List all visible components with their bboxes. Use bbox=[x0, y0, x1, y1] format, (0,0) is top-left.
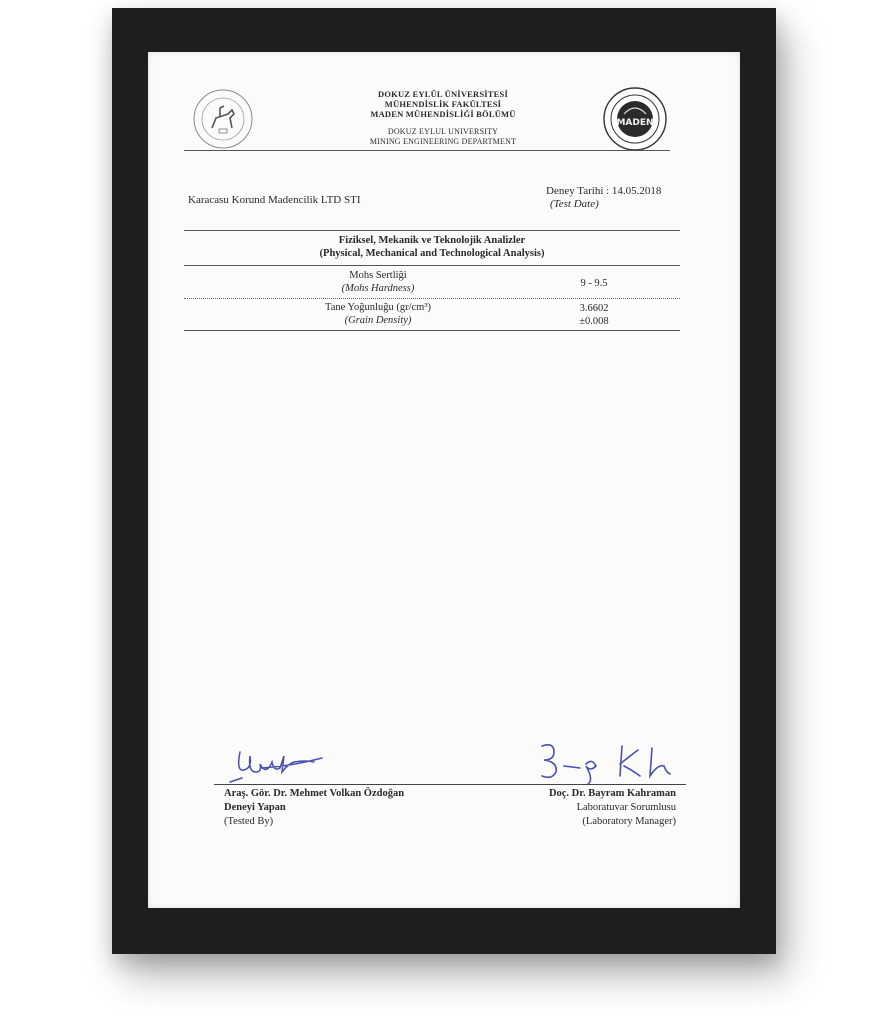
section-title-en: (Physical, Mechanical and Technological Analysis) bbox=[319, 248, 545, 259]
test-date-value: Deney Tarihi : 14.05.2018 bbox=[546, 185, 662, 197]
manager-role: Laboratuvar Sorumlusu bbox=[576, 802, 676, 813]
test-date-label-en: (Test Date) bbox=[550, 198, 599, 210]
table-row-value bbox=[558, 303, 630, 328]
row-label-tr: Tane Yoğunluğu (gr/cm³) bbox=[325, 302, 431, 313]
tester-role-en: (Tested By) bbox=[224, 816, 274, 827]
university-name-english bbox=[298, 127, 588, 146]
uni-en-line-2: MINING ENGINEERING DEPARTMENT bbox=[369, 136, 517, 146]
manager-block bbox=[528, 787, 676, 829]
section-title bbox=[184, 234, 680, 260]
logo-word: MADEN bbox=[616, 118, 654, 128]
tester-name: Araş. Gör. Dr. Mehmet Volkan Özdoğan bbox=[224, 788, 405, 799]
row-label-en: (Mohs Hardness) bbox=[341, 282, 415, 294]
test-date bbox=[546, 185, 661, 211]
signature-line bbox=[214, 784, 686, 785]
section-top-rule bbox=[184, 230, 680, 231]
manager-signature bbox=[534, 736, 684, 788]
manager-role-en: (Laboratory Manager) bbox=[582, 816, 676, 827]
uni-tr-line-3: MADEN MÜHENDİSLİĞİ BÖLÜMÜ bbox=[370, 109, 516, 119]
table-bottom-rule bbox=[184, 330, 680, 331]
company-name: Karacasu Korund Madencilik LTD STI bbox=[188, 194, 361, 206]
table-row-value: 9 - 9.5 bbox=[580, 278, 608, 289]
row-value-uncertainty: ±0.008 bbox=[579, 315, 609, 327]
row-label-en: (Grain Density) bbox=[344, 314, 412, 326]
section-title-tr: Fiziksel, Mekanik ve Teknolojik Analizler bbox=[338, 235, 526, 246]
table-row-label bbox=[248, 270, 508, 295]
row-value-main: 3.6602 bbox=[579, 303, 609, 314]
tester-block bbox=[224, 787, 404, 829]
tester-role: Deneyi Yapan bbox=[224, 802, 286, 813]
university-seal-logo bbox=[192, 88, 254, 150]
document-page bbox=[148, 52, 740, 908]
mining-department-logo bbox=[602, 86, 668, 152]
header-divider bbox=[184, 150, 670, 151]
table-row-label bbox=[248, 302, 508, 327]
university-name-turkish bbox=[298, 89, 588, 119]
uni-en-line-1: DOKUZ EYLUL UNIVERSITY bbox=[387, 127, 499, 136]
row-label-tr: Mohs Sertliği bbox=[349, 270, 407, 281]
uni-tr-line-1: DOKUZ EYLÜL ÜNİVERSİTESİ bbox=[378, 89, 508, 99]
row-separator bbox=[184, 298, 680, 299]
manager-name: Doç. Dr. Bayram Kahraman bbox=[548, 788, 676, 799]
uni-tr-line-2: MÜHENDİSLİK FAKÜLTESİ bbox=[384, 99, 502, 109]
section-bottom-rule bbox=[184, 265, 680, 266]
